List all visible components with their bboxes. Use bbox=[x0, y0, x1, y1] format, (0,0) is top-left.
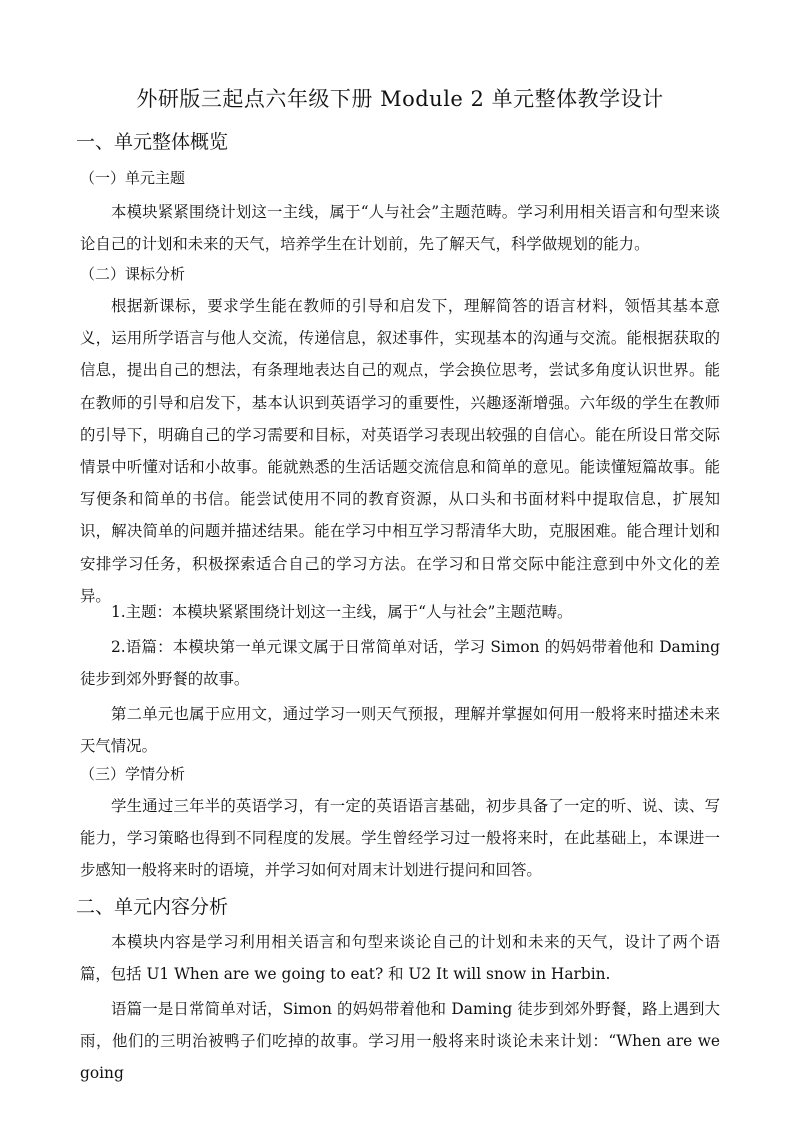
paragraph-text-one: 语篇一是日常简单对话，Simon 的妈妈带着他和 Daming 徒步到郊外野餐，路上遇到大雨，他们的三明治被鸭子们吃掉的故事。学习用一般将来时谈论未来计划：“When are we going bbox=[80, 1000, 720, 1083]
subheading-learner-analysis: （三）学情分析 bbox=[80, 765, 186, 783]
document-title: 外研版三起点六年级下册 Module 2 单元整体教学设计 bbox=[136, 87, 664, 111]
paragraph-point-theme: 1.主题：本模块紧紧围绕计划这一主线，属于“人与社会”主题范畴。 bbox=[111, 603, 573, 621]
paragraph-unit-theme: 本模块紧紧围绕计划这一主线，属于“人与社会”主题范畴。学习利用相关语言和句型来谈论自己的计划和未来的天气，培养学生在计划前，先了解天气，科学做规划的能力。 bbox=[80, 203, 720, 254]
paragraph-unit-two: 第二单元也属于应用文，通过学习一则天气预报，理解并掌握如何用一般将来时描述未来天气情况。 bbox=[80, 705, 720, 756]
section-heading-content-analysis: 二、单元内容分析 bbox=[76, 896, 229, 918]
paragraph-curriculum-analysis: 根据新课标，要求学生能在教师的引导和启发下，理解简答的语言材料，领悟其基本意义，运用所学语言与他人交流，传递信息，叙述事件，实现基本的沟通与交流。能根据获取的信息，提出自己的想法，有条理地表达自己的观点，学会换位思考，尝试多角度认识世界。能在教师的引导和启发下，基本认识到英语学习的重要性，兴趣逐渐增强。六年级的学生在教师的引导下，明确自己的学习需要和目标，对英语学习表现出较强的自信心。能在所设日常交际情景中听懂对话和小故事。能就熟悉的生活话题交流信息和简单的意见。能读懂短篇故事。能写便条和简单的书信。能尝试使用不同的教育资源，从口头和书面材料中提取信息，扩展知识，解决简单的问题并描述结果。能在学习中相互学习帮清华大助，克服困难。能合理计划和安排学习任务，积极探索适合自己的学习方法。在学习和日常交际中能注意到中外文化的差异。 bbox=[80, 297, 720, 605]
paragraph-point-text: 2.语篇：本模块第一单元课文属于日常简单对话，学习 Simon 的妈妈带着他和 Daming 徒步到郊外野餐的故事。 bbox=[80, 638, 720, 689]
paragraph-learner-analysis: 学生通过三年半的英语学习，有一定的英语语言基础，初步具备了一定的听、说、读、写能力，学习策略也得到不同程度的发展。学生曾经学习过一般将来时，在此基础上，本课进一步感知一般将来时的语境，并学习如何对周末计划进行提问和回答。 bbox=[80, 797, 720, 880]
subheading-unit-theme: （一）单元主题 bbox=[80, 169, 186, 187]
paragraph-module-content: 本模块内容是学习利用相关语言和句型来谈论自己的计划和未来的天气，设计了两个语篇，包括 U1 When are we going to eat? 和 U2 It will snow in Harbin. bbox=[80, 933, 720, 984]
subheading-curriculum-analysis: （二）课标分析 bbox=[80, 265, 186, 283]
section-heading-overview: 一、单元整体概览 bbox=[76, 131, 229, 153]
